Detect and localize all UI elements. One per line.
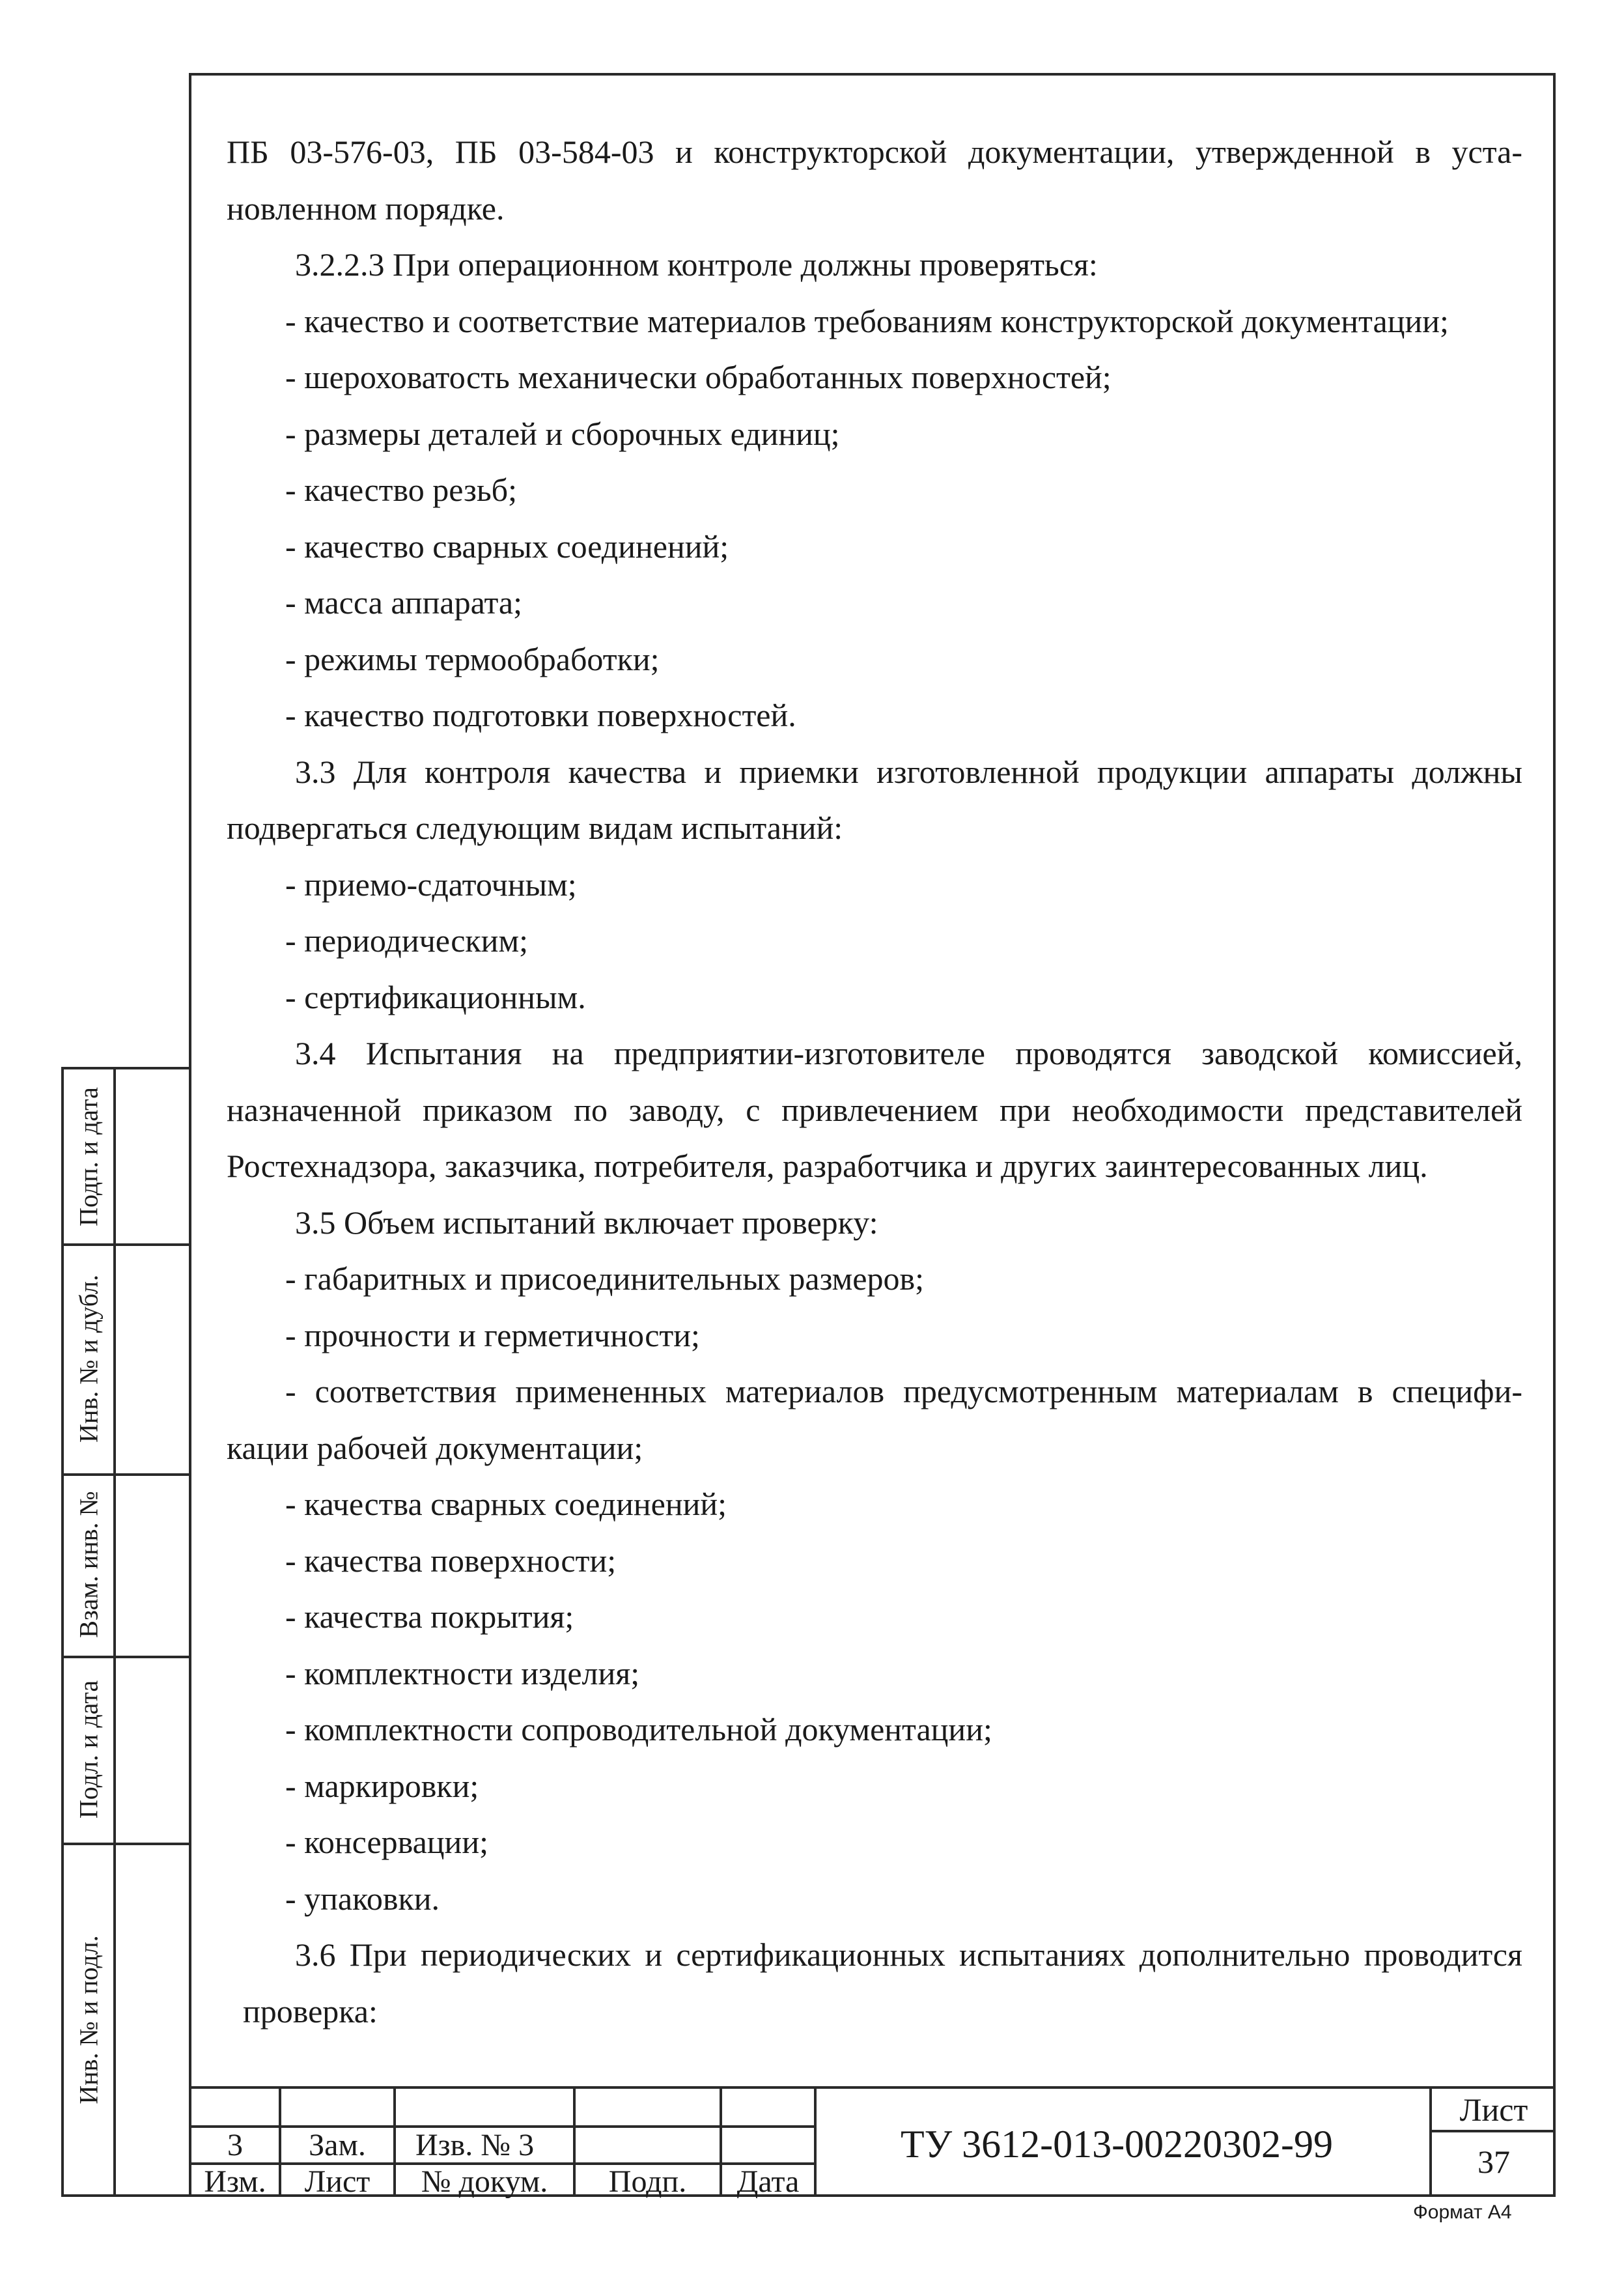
paragraph-line: назначенной приказом по заводу, с привлечением при необходимости представителей [227, 1091, 1522, 1128]
list-item: - соответствия примененных материалов предусмотренным материалам в специфи- [285, 1373, 1522, 1409]
header-izm: Изм. [204, 2164, 266, 2199]
section-3-4: 3.4 Испытания на предприятии-изготовителе проводятся заводской комиссией, [295, 1035, 1522, 1071]
sheet-cell-line [1429, 2130, 1556, 2132]
list-item: - упаковки. [285, 1880, 440, 1917]
rev-sheet: Зам. [309, 2128, 366, 2162]
list-item: - масса аппарата; [285, 584, 523, 621]
side-divider-vertical [113, 1069, 116, 2194]
list-item: - качества сварных соединений; [285, 1486, 727, 1522]
list-item: - качество резьб; [285, 472, 517, 508]
list-item: - периодическим; [285, 922, 528, 959]
header-docnum: № докум. [421, 2164, 548, 2199]
list-item: - качество и соответствие материалов требованиям конструкторской документации; [285, 302, 1449, 339]
rev-number: 3 [227, 2128, 243, 2162]
list-item: - качество сварных соединений; [285, 528, 729, 565]
list-item: - габаритных и присоединительных размеров; [285, 1260, 924, 1297]
paragraph-line: подвергаться следующим видам испытаний: [227, 810, 843, 846]
paragraph-line: новленном порядке. [227, 190, 505, 227]
header-list: Лист [304, 2164, 371, 2199]
paragraph-line: ПБ 03-576-03, ПБ 03-584-03 и конструкторской документации, утвержденной в уста- [227, 134, 1522, 170]
list-item: - маркировки; [285, 1767, 479, 1804]
list-item: - качества покрытия; [285, 1598, 574, 1635]
list-item: - режимы термообработки; [285, 640, 660, 677]
rev-doc-number: Изв. № 3 [415, 2128, 535, 2162]
side-label-inv-podl: Инв. № и подл. [74, 1935, 104, 2104]
list-item: - консервации; [285, 1824, 488, 1860]
document-code: ТУ 3612-013-00220302-99 [900, 2123, 1334, 2166]
list-item: - качество подготовки поверхностей. [285, 697, 796, 733]
list-item: - сертификационным. [285, 978, 586, 1015]
list-item: - комплектности изделия; [285, 1654, 640, 1691]
list-item: - комплектности сопроводительной документации; [285, 1711, 992, 1747]
document-body [227, 124, 1522, 2039]
side-stamp-column [61, 1067, 189, 2197]
list-item: - шероховатость механически обработанных поверхностей; [285, 359, 1112, 395]
sheet-number: 37 [1477, 2143, 1510, 2180]
header-podp: Подп. [608, 2164, 687, 2199]
side-label-inv-dubl: Инв. № и дубл. [74, 1274, 104, 1443]
paragraph-line: кации рабочей документации; [227, 1429, 643, 1466]
side-label-vzam-inv: Взам. инв. № [74, 1491, 104, 1638]
list-item: - прочности и герметичности; [285, 1316, 700, 1353]
section-3-2-2-3: 3.2.2.3 При операционном контроле должны проверяться: [295, 246, 1098, 283]
list-item: - приемо-сдаточным; [285, 866, 577, 903]
header-data: Дата [736, 2164, 800, 2199]
side-label-podp-data: Подп. и дата [74, 1086, 104, 1226]
section-3-5: 3.5 Объем испытаний включает проверку: [295, 1204, 878, 1241]
side-label-podl-data: Подл. и дата [74, 1680, 104, 1818]
list-item: - качества поверхности; [285, 1542, 617, 1579]
paragraph-line: Ростехнадзора, заказчика, потребителя, разработчика и других заинтересованных лиц. [227, 1148, 1428, 1184]
paragraph-line: проверка: [243, 1992, 378, 2030]
list-item: - размеры деталей и сборочных единиц; [285, 415, 840, 452]
section-3-6: 3.6 При периодических и сертификационных испытаниях дополнительно проводится [295, 1936, 1522, 1973]
section-3-3: 3.3 Для контроля качества и приемки изготовленной продукции аппараты должны [295, 753, 1522, 790]
format-label: Формат А4 [1413, 2201, 1512, 2223]
sheet-label: Лист [1459, 2091, 1528, 2128]
